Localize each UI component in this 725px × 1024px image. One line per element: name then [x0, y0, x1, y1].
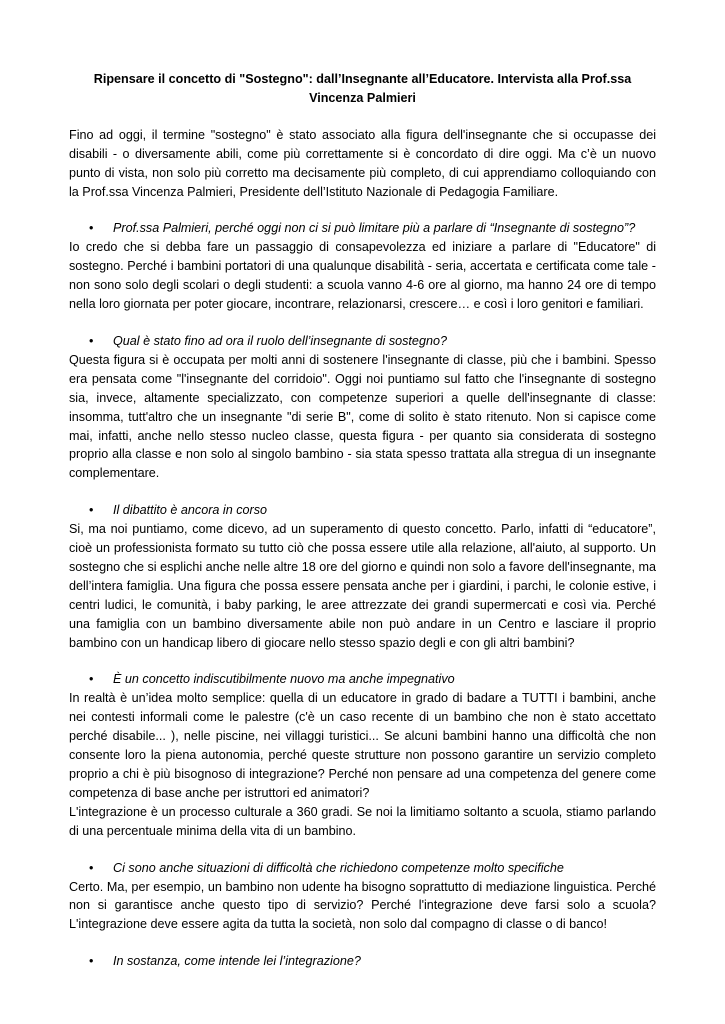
question: [69, 219, 656, 238]
interview-section: [69, 670, 656, 840]
bullet-icon: •: [89, 503, 94, 518]
answer-paragraph: Si, ma noi puntiamo, come dicevo, ad un superamento di questo concetto. Parlo, infatti di “educatore”, cioè un professionista formato su tutto ciò che possa essere utile alla relazione, all'aiuto, al supporto. Un sostegno che si esplichi anche nelle altre 18 ore del giorno e quindi non solo a favore dell'insegnante, ma dell’intera famiglia. Una figura che possa essere pensata anche per i giardini, i parchi, le colonie estive, i centri ludici, le comunità, i baby parking, le aree attrezzate dei grandi supermercati e così via. Perché una famiglia con un bambino diversamente abile non può andare in un Centro e lasciare il proprio bambino con un handicap libero di giocare nello stesso spazio degli e con gli altri bambini?: [69, 522, 656, 650]
bullet-icon: •: [89, 860, 94, 875]
question: [69, 332, 656, 351]
answer-paragraph: In realtà è un’idea molto semplice: quella di un educatore in grado di badare a TUTTI i bambini, anche nei contesti informali come le palestre (c'è un caso recente di un bambino che non è stato accettato perché disabile... ), nelle piscine, nei villaggi turistici... Se alcuni bambini hanno una difficoltà che non consente loro la piena autonomia, perché queste strutture non possono garantire un servizio completo proprio a chi è più bisognoso di integrazione? Perché non pensare ad una competenza del genere come competenza di base anche per istruttori ed animatori?: [69, 691, 656, 800]
answer: [69, 878, 656, 935]
question-text: Ci sono anche situazioni di difficoltà che richiedono competenze molto specifiche: [113, 860, 564, 875]
interview-section: [69, 859, 656, 935]
interview-section: [69, 952, 656, 971]
question-text: È un concetto indiscutibilmente nuovo ma anche impegnativo: [113, 672, 455, 687]
question-text: Qual è stato fino ad ora il ruolo dell’insegnante di sostegno?: [113, 333, 447, 348]
question: [69, 670, 656, 689]
answer: [69, 520, 656, 652]
bullet-icon: •: [89, 333, 94, 348]
answer: [69, 351, 656, 483]
question-text: In sostanza, come intende lei l’integrazione?: [113, 954, 361, 969]
document-page: [69, 70, 656, 971]
document-title: Ripensare il concetto di "Sostegno": dall’Insegnante all’Educatore. Intervista alla Prof.ssa Vincenza Palmieri: [93, 72, 632, 105]
answer-paragraph: L'integrazione è un processo culturale a 360 gradi. Se noi la limitiamo soltanto a scuola, stiamo parlando di una percentuale minima della vita di un bambino.: [69, 804, 656, 838]
interview-section: [69, 501, 656, 652]
bullet-icon: •: [89, 672, 94, 687]
question-text: Prof.ssa Palmieri, perché oggi non ci si può limitare più a parlare di “Insegnante di sostegno”?: [113, 221, 636, 236]
answer-paragraph: Io credo che si debba fare un passaggio di consapevolezza ed iniziare a parlare di "Educatore" di sostegno. Perché i bambini portatori di una qualunque disabilità - seria, accertata e certificata come tale - non sono solo degli scolari o degli studenti: a scuola vanno 4-6 ore al giorno, ma hanno 24 ore di tempo nella loro giornata per poter giocare, incontrare, relazionarsi, crescere… e così i loro genitori e familiari.: [69, 240, 656, 312]
answer: [69, 689, 656, 840]
answer: [69, 238, 656, 314]
intro-paragraph: Fino ad oggi, il termine "sostegno" è stato associato alla figura dell'insegnante che si occupasse dei disabili - o diversamente abili, come più correttamente si è concordato di dire oggi. Ma c’è un nuovo punto di vista, non solo più corretto ma decisamente più completo, di cui apprendiamo colloquiando con la Prof.ssa Vincenza Palmieri, Presidente dell’Istituto Nazionale di Pedagogia Familiare.: [69, 127, 656, 199]
bullet-icon: •: [89, 221, 94, 236]
question: [69, 859, 656, 878]
interview-section: [69, 332, 656, 483]
question-text: Il dibattito è ancora in corso: [113, 503, 268, 518]
bullet-icon: •: [89, 954, 94, 969]
interview-section: [69, 219, 656, 314]
answer-paragraph: Certo. Ma, per esempio, un bambino non udente ha bisogno soprattutto di mediazione linguistica. Perché non si garantisce anche questo tipo di servizio? Perché l'integrazione deve farsi solo a scuola? L'integrazione deve essere agita da tutta la società, non solo dal compagno di classe o di banco!: [69, 879, 656, 932]
question: [69, 501, 656, 520]
answer-paragraph: Questa figura si è occupata per molti anni di sostenere l'insegnante di classe, più che i bambini. Spesso era pensata come "l'insegnante del corridoio". Oggi noi puntiamo sul fatto che l'insegnante di sostegno sia, invece, altamente specializzato, con competenze superiori a quelle dell'insegnante di classe: insomma, tutt'altro che un insegnante "di serie B", come di solito è stato ritenuto. Non si capisce come mai, infatti, anche nello stesso nucleo classe, questa figura - per quanto sia considerata di sostegno proprio alla classe e non solo al singolo bambino - sia stata spesso trattata alla stregua di un insegnante complementare.: [69, 352, 656, 481]
question: [69, 952, 656, 971]
